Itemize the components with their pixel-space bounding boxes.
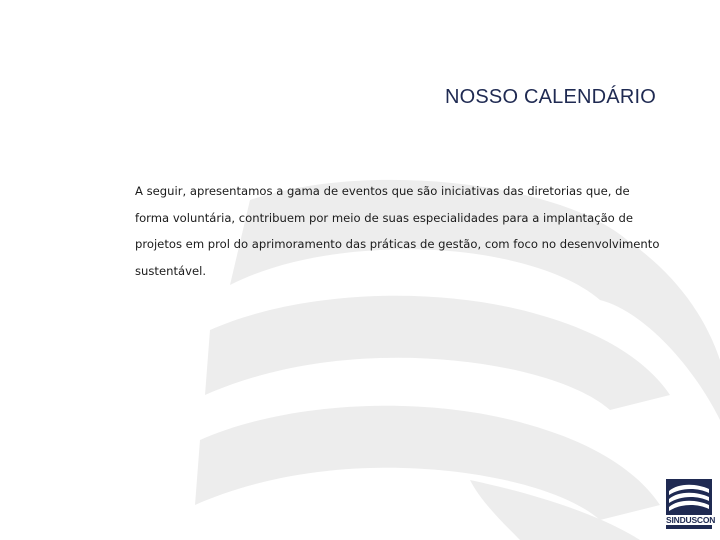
page-title: NOSSO CALENDÁRIO xyxy=(444,86,656,108)
sinduscon-wave-logo-icon xyxy=(666,479,712,515)
logo-underline xyxy=(666,525,712,529)
sinduscon-logo xyxy=(666,479,716,531)
intro-paragraph: A seguir, apresentamos a gama de eventos que são iniciativas das diretorias que, de forma voluntária, contribuem por meio de suas especialidades para a implantação de projetos em prol do aprimoramento das práticas de gestão, com foco no desenvolvimento sustentável. xyxy=(135,184,660,278)
logo-text: SINDUSCON xyxy=(666,515,716,525)
